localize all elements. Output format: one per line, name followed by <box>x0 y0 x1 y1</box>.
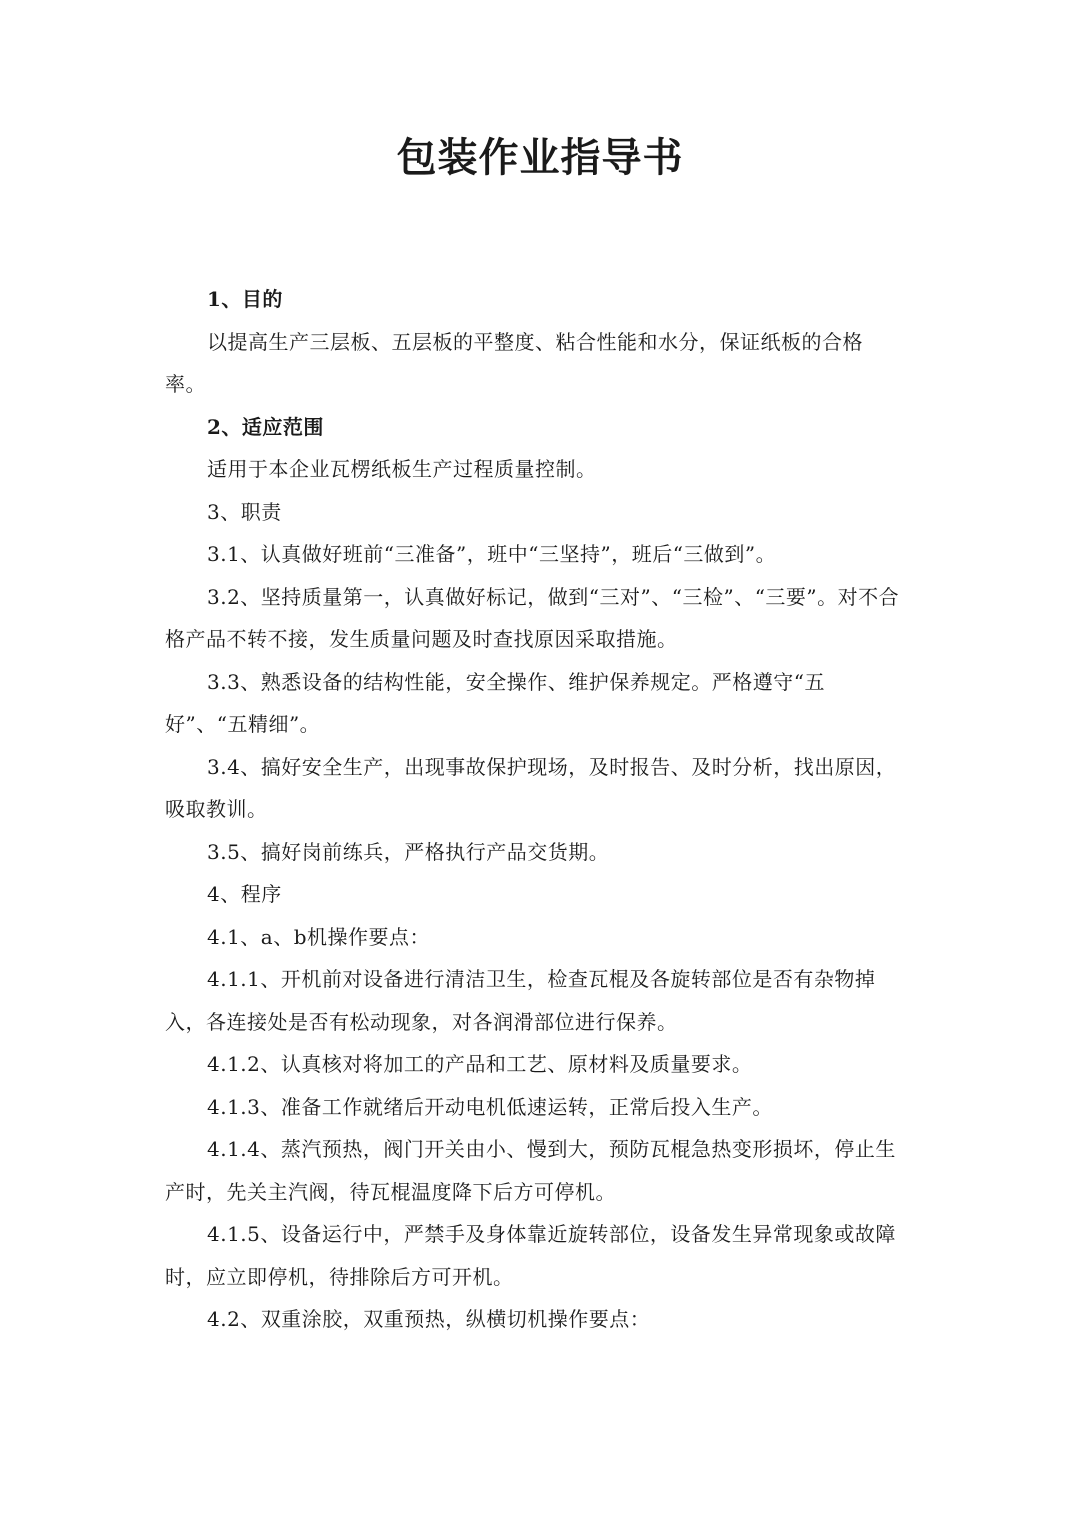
paragraph: 4.1.2、认真核对将加工的产品和工艺、原材料及质量要求。 <box>207 1052 753 1076</box>
document-title: 包装作业指导书 <box>396 135 684 181</box>
paragraph: 4、程序 <box>207 882 282 906</box>
document-body <box>165 278 900 1341</box>
paragraph: 3.1、认真做好班前“三准备”，班中“三坚持”，班后“三做到”。 <box>207 542 777 566</box>
paragraph: 4.1.1、开机前对设备进行清洁卫生，检查瓦棍及各旋转部位是否有杂物掉入，各连接处是否有松动现象，对各润滑部位进行保养。 <box>165 967 876 1034</box>
paragraph: 4.1.3、准备工作就绪后开动电机低速运转，正常后投入生产。 <box>207 1094 773 1119</box>
paragraph: 3.3、熟悉设备的结构性能，安全操作、维护保养规定。严格遵守“五好”、“五精细”。 <box>165 669 826 736</box>
paragraph: 3.5、搞好岗前练兵，严格执行产品交货期。 <box>207 839 610 864</box>
paragraph: 适用于本企业瓦楞纸板生产过程质量控制。 <box>207 457 597 481</box>
paragraph: 4.1、a、b机操作要点： <box>207 924 431 949</box>
section-heading: 2、适应范围 <box>207 414 324 439</box>
paragraph: 4.1.5、设备运行中，严禁手及身体靠近旋转部位，设备发生异常现象或故障时，应立即停机，待排除后方可开机。 <box>165 1222 896 1289</box>
paragraph: 3.4、搞好安全生产，出现事故保护现场，及时报告、及时分析，找出原因，吸取教训。 <box>165 754 897 821</box>
paragraph: 3.2、坚持质量第一，认真做好标记，做到“三对”、“三检”、“三要”。对不合格产品不转不接，发生质量问题及时查找原因采取措施。 <box>165 584 900 651</box>
paragraph: 3、职责 <box>207 499 282 524</box>
paragraph: 4.2、双重涂胶，双重预热，纵横切机操作要点： <box>207 1307 651 1331</box>
section-heading: 1、目的 <box>207 287 283 311</box>
paragraph: 4.1.4、蒸汽预热，阀门开关由小、慢到大，预防瓦棍急热变形损坏，停止生产时，先关主汽阀，待瓦棍温度降下后方可停机。 <box>165 1137 896 1204</box>
paragraph: 以提高生产三层板、五层板的平整度、粘合性能和水分，保证纸板的合格率。 <box>165 329 863 396</box>
